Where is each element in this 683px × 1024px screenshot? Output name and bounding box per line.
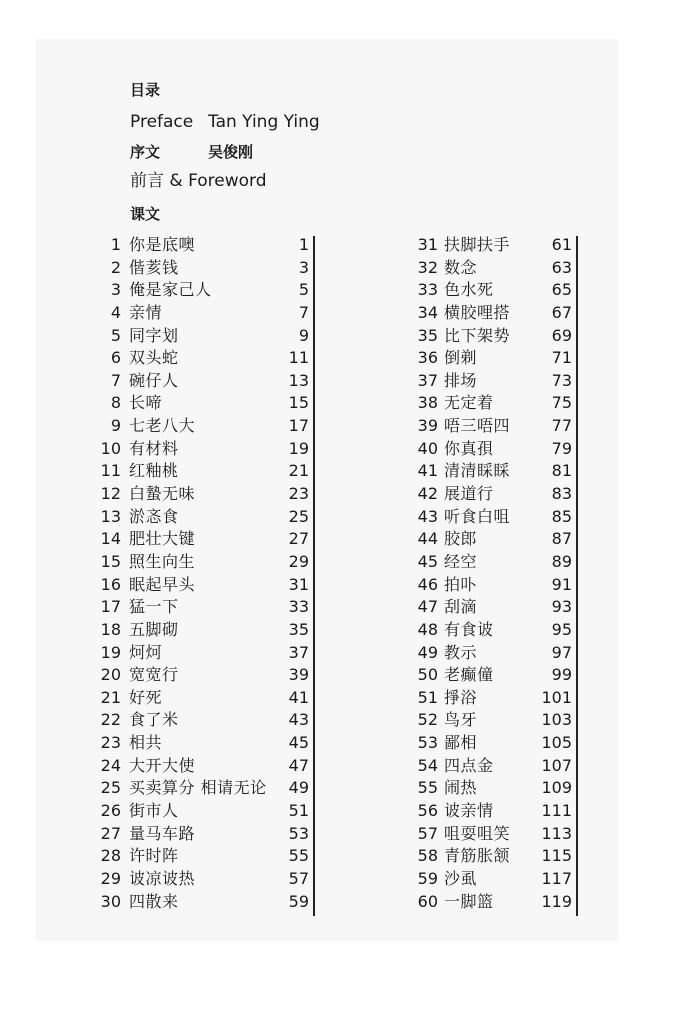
toc-row bbox=[400, 664, 576, 687]
toc-row bbox=[400, 415, 576, 438]
toc-row bbox=[98, 551, 313, 574]
lesson-page-number: 79 bbox=[551, 438, 572, 458]
lesson-number: 38 bbox=[417, 393, 438, 413]
lesson-page-number: 23 bbox=[288, 484, 309, 504]
lesson-page-number: 5 bbox=[298, 280, 309, 300]
toc-row bbox=[98, 800, 313, 823]
lesson-page-number: 9 bbox=[298, 325, 309, 345]
lesson-number: 6 bbox=[110, 348, 121, 368]
lesson-title: 俺是家己人 bbox=[129, 280, 212, 300]
lesson-page-number: 97 bbox=[551, 642, 572, 662]
toc-row bbox=[98, 392, 313, 415]
lesson-title: 鸟牙 bbox=[444, 710, 478, 730]
lesson-number: 34 bbox=[417, 302, 438, 322]
lesson-title: 展道行 bbox=[444, 484, 494, 504]
lesson-title: 鄙相 bbox=[444, 733, 478, 753]
toc-row bbox=[98, 528, 313, 551]
toc-row bbox=[98, 687, 313, 710]
lesson-number: 1 bbox=[110, 235, 121, 254]
lesson-page-number: 83 bbox=[551, 484, 572, 504]
lesson-number: 12 bbox=[100, 484, 121, 504]
lesson-page-number: 37 bbox=[288, 642, 309, 662]
lesson-title: 买卖算分 相请无论 bbox=[129, 778, 267, 798]
toc-row bbox=[98, 664, 313, 687]
lesson-page-number: 85 bbox=[551, 506, 572, 526]
toc-row bbox=[98, 460, 313, 483]
toc-row bbox=[98, 709, 313, 732]
toc-row bbox=[400, 619, 576, 642]
lesson-title: 街市人 bbox=[129, 801, 179, 821]
lesson-page-number: 13 bbox=[288, 370, 309, 390]
lesson-page-number: 117 bbox=[541, 868, 572, 888]
lesson-number: 15 bbox=[100, 551, 121, 571]
toc-row bbox=[400, 800, 576, 823]
lesson-number: 28 bbox=[100, 846, 121, 866]
toc-row bbox=[400, 392, 576, 415]
lesson-page-number: 1 bbox=[298, 235, 309, 254]
lesson-number: 41 bbox=[417, 461, 438, 481]
toc-row bbox=[98, 845, 313, 868]
lesson-title: 宽宽行 bbox=[129, 665, 179, 685]
toc-row bbox=[400, 755, 576, 778]
lesson-page-number: 73 bbox=[551, 370, 572, 390]
lesson-title: 长啼 bbox=[129, 393, 163, 413]
toc-row bbox=[98, 506, 313, 529]
lesson-title: 四散来 bbox=[129, 891, 179, 911]
lesson-page-number: 101 bbox=[541, 687, 572, 707]
lesson-title: 经空 bbox=[444, 551, 478, 571]
lesson-title: 刮滴 bbox=[444, 597, 478, 617]
toc-heading: 目录 bbox=[130, 81, 161, 99]
toc-row bbox=[98, 438, 313, 461]
toc-row bbox=[400, 528, 576, 551]
lesson-number: 40 bbox=[417, 438, 438, 458]
toc-row bbox=[400, 596, 576, 619]
toc-row bbox=[400, 234, 576, 257]
lesson-title: 大开大使 bbox=[129, 755, 196, 775]
lesson-number: 18 bbox=[100, 619, 121, 639]
lesson-number: 27 bbox=[100, 823, 121, 843]
toc-row bbox=[400, 574, 576, 597]
lesson-page-number: 3 bbox=[298, 257, 309, 277]
lesson-number: 21 bbox=[100, 687, 121, 707]
toc-row bbox=[400, 891, 576, 914]
lesson-number: 29 bbox=[100, 868, 121, 888]
toc-row bbox=[98, 891, 313, 914]
lesson-number: 7 bbox=[110, 370, 121, 390]
lesson-page-number: 47 bbox=[288, 755, 309, 775]
lessons-column-right bbox=[400, 234, 576, 913]
lesson-number: 13 bbox=[100, 506, 121, 526]
lesson-number: 30 bbox=[100, 891, 121, 911]
lesson-title: 色水死 bbox=[444, 280, 494, 300]
lesson-page-number: 29 bbox=[288, 551, 309, 571]
lesson-number: 60 bbox=[417, 891, 438, 911]
lesson-number: 57 bbox=[417, 823, 438, 843]
lesson-number: 33 bbox=[417, 280, 438, 300]
lesson-title: 清清睬睬 bbox=[444, 461, 511, 481]
lesson-page-number: 21 bbox=[288, 461, 309, 481]
lesson-title: 比下架势 bbox=[444, 325, 511, 345]
lesson-title: 数念 bbox=[444, 257, 478, 277]
lesson-title: 照生向生 bbox=[129, 551, 196, 571]
lesson-number: 55 bbox=[417, 778, 438, 798]
lesson-number: 45 bbox=[417, 551, 438, 571]
toc-row bbox=[98, 415, 313, 438]
lesson-number: 58 bbox=[417, 846, 438, 866]
lesson-title: 食了米 bbox=[129, 710, 179, 730]
lesson-title: 拍卟 bbox=[444, 574, 478, 594]
left-column-rule bbox=[313, 236, 315, 916]
toc-row bbox=[98, 777, 313, 800]
lesson-title: 眠起早头 bbox=[129, 574, 196, 594]
lesson-number: 19 bbox=[100, 642, 121, 662]
toc-row bbox=[400, 302, 576, 325]
toc-row bbox=[98, 732, 313, 755]
preface-author: Tan Ying Ying bbox=[208, 112, 320, 132]
lesson-page-number: 111 bbox=[541, 801, 572, 821]
xuwen-label: 序文 bbox=[130, 143, 161, 161]
toc-row bbox=[400, 845, 576, 868]
lesson-page-number: 15 bbox=[288, 393, 309, 413]
lesson-page-number: 49 bbox=[288, 778, 309, 798]
toc-row bbox=[400, 438, 576, 461]
lesson-page-number: 57 bbox=[288, 868, 309, 888]
lesson-page-number: 33 bbox=[288, 597, 309, 617]
xuwen-author: 吴俊刚 bbox=[208, 143, 254, 161]
toc-row bbox=[400, 483, 576, 506]
lesson-page-number: 77 bbox=[551, 416, 572, 436]
lesson-title: 碗仔人 bbox=[129, 370, 179, 390]
lesson-title: 量马车路 bbox=[129, 823, 196, 843]
toc-row bbox=[98, 755, 313, 778]
lessons-column-left bbox=[98, 234, 313, 913]
lesson-number: 31 bbox=[417, 235, 438, 254]
toc-row bbox=[98, 868, 313, 891]
toc-row bbox=[98, 483, 313, 506]
toc-row bbox=[98, 619, 313, 642]
lesson-page-number: 95 bbox=[551, 619, 572, 639]
lesson-title: 同字划 bbox=[129, 325, 179, 345]
lesson-number: 51 bbox=[417, 687, 438, 707]
toc-row bbox=[400, 506, 576, 529]
lesson-number: 17 bbox=[100, 597, 121, 617]
lesson-page-number: 27 bbox=[288, 529, 309, 549]
lesson-number: 56 bbox=[417, 801, 438, 821]
lesson-title: 红釉桃 bbox=[129, 461, 179, 481]
lesson-page-number: 69 bbox=[551, 325, 572, 345]
lesson-title: 青筋胀颔 bbox=[444, 846, 511, 866]
toc-row bbox=[98, 823, 313, 846]
lesson-title: 咀耍咀笑 bbox=[444, 823, 511, 843]
lesson-page-number: 71 bbox=[551, 348, 572, 368]
lesson-page-number: 119 bbox=[541, 891, 572, 911]
lesson-page-number: 43 bbox=[288, 710, 309, 730]
lesson-title: 亲情 bbox=[129, 302, 163, 322]
lesson-number: 23 bbox=[100, 733, 121, 753]
lesson-title: 七老八大 bbox=[129, 416, 196, 436]
lesson-title: 无定着 bbox=[444, 393, 494, 413]
toc-row bbox=[400, 709, 576, 732]
lesson-number: 43 bbox=[417, 506, 438, 526]
lesson-title: 有食诐 bbox=[444, 619, 494, 639]
lesson-title: 白蟄无味 bbox=[129, 484, 196, 504]
lesson-title: 老癫僮 bbox=[444, 665, 494, 685]
lesson-page-number: 59 bbox=[288, 891, 309, 911]
lesson-title: 有材料 bbox=[129, 438, 179, 458]
lesson-number: 26 bbox=[100, 801, 121, 821]
lesson-title: 扶脚扶手 bbox=[444, 235, 511, 254]
lesson-number: 42 bbox=[417, 484, 438, 504]
toc-row bbox=[400, 325, 576, 348]
lesson-number: 53 bbox=[417, 733, 438, 753]
preface-entry bbox=[130, 112, 320, 132]
lesson-title: 双头蛇 bbox=[129, 348, 179, 368]
lesson-page-number: 115 bbox=[541, 846, 572, 866]
lesson-page-number: 39 bbox=[288, 665, 309, 685]
lesson-page-number: 91 bbox=[551, 574, 572, 594]
toc-row bbox=[98, 257, 313, 280]
foreword-entry: 前言 & Foreword bbox=[130, 171, 267, 191]
lesson-page-number: 41 bbox=[288, 687, 309, 707]
lesson-number: 32 bbox=[417, 257, 438, 277]
toc-row bbox=[400, 347, 576, 370]
lesson-title: 倒剃 bbox=[444, 348, 478, 368]
toc-row bbox=[98, 574, 313, 597]
lesson-title: 淤忞食 bbox=[129, 506, 179, 526]
toc-row bbox=[400, 732, 576, 755]
toc-row bbox=[98, 325, 313, 348]
lesson-page-number: 11 bbox=[288, 348, 309, 368]
lesson-title: 五脚砌 bbox=[129, 619, 179, 639]
lesson-title: 掙浴 bbox=[444, 687, 478, 707]
lesson-title: 排场 bbox=[444, 370, 478, 390]
toc-row bbox=[98, 596, 313, 619]
lesson-page-number: 7 bbox=[298, 302, 309, 322]
lesson-page-number: 63 bbox=[551, 257, 572, 277]
lesson-number: 22 bbox=[100, 710, 121, 730]
lesson-number: 50 bbox=[417, 665, 438, 685]
lesson-page-number: 75 bbox=[551, 393, 572, 413]
lesson-page-number: 53 bbox=[288, 823, 309, 843]
lesson-number: 37 bbox=[417, 370, 438, 390]
lesson-number: 59 bbox=[417, 868, 438, 888]
lesson-page-number: 51 bbox=[288, 801, 309, 821]
lesson-number: 49 bbox=[417, 642, 438, 662]
lesson-title: 一脚篮 bbox=[444, 891, 494, 911]
lesson-number: 47 bbox=[417, 597, 438, 617]
toc-row bbox=[98, 370, 313, 393]
lesson-page-number: 87 bbox=[551, 529, 572, 549]
toc-row bbox=[400, 642, 576, 665]
lesson-page-number: 99 bbox=[551, 665, 572, 685]
toc-row bbox=[98, 642, 313, 665]
lesson-page-number: 89 bbox=[551, 551, 572, 571]
lesson-number: 54 bbox=[417, 755, 438, 775]
lesson-page-number: 65 bbox=[551, 280, 572, 300]
lesson-title: 四点金 bbox=[444, 755, 494, 775]
lesson-title: 胶郎 bbox=[444, 529, 478, 549]
lesson-number: 35 bbox=[417, 325, 438, 345]
lesson-title: 炣炣 bbox=[129, 642, 163, 662]
lesson-page-number: 103 bbox=[541, 710, 572, 730]
lesson-title: 沙虱 bbox=[444, 868, 478, 888]
lesson-number: 14 bbox=[100, 529, 121, 549]
toc-row bbox=[400, 279, 576, 302]
lesson-title: 许时阵 bbox=[129, 846, 179, 866]
toc-row bbox=[400, 823, 576, 846]
lesson-number: 5 bbox=[110, 325, 121, 345]
lesson-number: 44 bbox=[417, 529, 438, 549]
lesson-number: 9 bbox=[110, 416, 121, 436]
preface-label: Preface bbox=[130, 112, 194, 132]
lesson-page-number: 109 bbox=[541, 778, 572, 798]
lesson-number: 46 bbox=[417, 574, 438, 594]
toc-row bbox=[400, 551, 576, 574]
lesson-title: 相共 bbox=[129, 733, 163, 753]
lesson-page-number: 93 bbox=[551, 597, 572, 617]
lesson-number: 24 bbox=[100, 755, 121, 775]
toc-row bbox=[98, 302, 313, 325]
toc-row bbox=[400, 370, 576, 393]
lesson-number: 3 bbox=[110, 280, 121, 300]
lesson-page-number: 107 bbox=[541, 755, 572, 775]
lesson-title: 好死 bbox=[129, 687, 163, 707]
lesson-number: 4 bbox=[110, 302, 121, 322]
lesson-page-number: 67 bbox=[551, 302, 572, 322]
lesson-number: 11 bbox=[100, 461, 121, 481]
lesson-page-number: 19 bbox=[288, 438, 309, 458]
xuwen-entry bbox=[130, 141, 254, 162]
right-column-rule bbox=[576, 236, 578, 916]
lesson-page-number: 25 bbox=[288, 506, 309, 526]
lesson-number: 36 bbox=[417, 348, 438, 368]
toc-row bbox=[400, 687, 576, 710]
lesson-page-number: 113 bbox=[541, 823, 572, 843]
lessons-heading: 课文 bbox=[130, 205, 161, 223]
lesson-title: 肥壮大键 bbox=[129, 529, 196, 549]
toc-row bbox=[400, 868, 576, 891]
lesson-title: 你是底噢 bbox=[129, 235, 196, 254]
toc-row bbox=[400, 777, 576, 800]
lesson-title: 闹热 bbox=[444, 778, 478, 798]
lesson-page-number: 31 bbox=[288, 574, 309, 594]
toc-row bbox=[98, 279, 313, 302]
lesson-title: 唔三唔四 bbox=[444, 416, 511, 436]
lesson-title: 猛一下 bbox=[129, 597, 179, 617]
lesson-title: 偕荄钱 bbox=[129, 257, 179, 277]
lesson-number: 8 bbox=[110, 393, 121, 413]
lesson-title: 诐亲情 bbox=[444, 801, 494, 821]
lesson-number: 25 bbox=[100, 778, 121, 798]
lesson-title: 听食白咀 bbox=[444, 506, 511, 526]
lesson-number: 10 bbox=[100, 438, 121, 458]
toc-row bbox=[98, 234, 313, 257]
lesson-number: 2 bbox=[110, 257, 121, 277]
toc-row bbox=[98, 347, 313, 370]
toc-row bbox=[400, 257, 576, 280]
lesson-number: 48 bbox=[417, 619, 438, 639]
lesson-title: 横胶哩搭 bbox=[444, 302, 511, 322]
lesson-page-number: 17 bbox=[288, 416, 309, 436]
lesson-page-number: 55 bbox=[288, 846, 309, 866]
lesson-title: 你真孭 bbox=[444, 438, 494, 458]
lesson-title: 教示 bbox=[444, 642, 478, 662]
toc-row bbox=[400, 460, 576, 483]
lesson-page-number: 61 bbox=[551, 235, 572, 254]
lesson-number: 20 bbox=[100, 665, 121, 685]
lesson-page-number: 105 bbox=[541, 733, 572, 753]
lesson-number: 16 bbox=[100, 574, 121, 594]
lesson-number: 52 bbox=[417, 710, 438, 730]
lesson-number: 39 bbox=[417, 416, 438, 436]
lesson-page-number: 81 bbox=[551, 461, 572, 481]
lesson-page-number: 35 bbox=[288, 619, 309, 639]
lesson-page-number: 45 bbox=[288, 733, 309, 753]
lesson-title: 诐凉诐热 bbox=[129, 868, 196, 888]
